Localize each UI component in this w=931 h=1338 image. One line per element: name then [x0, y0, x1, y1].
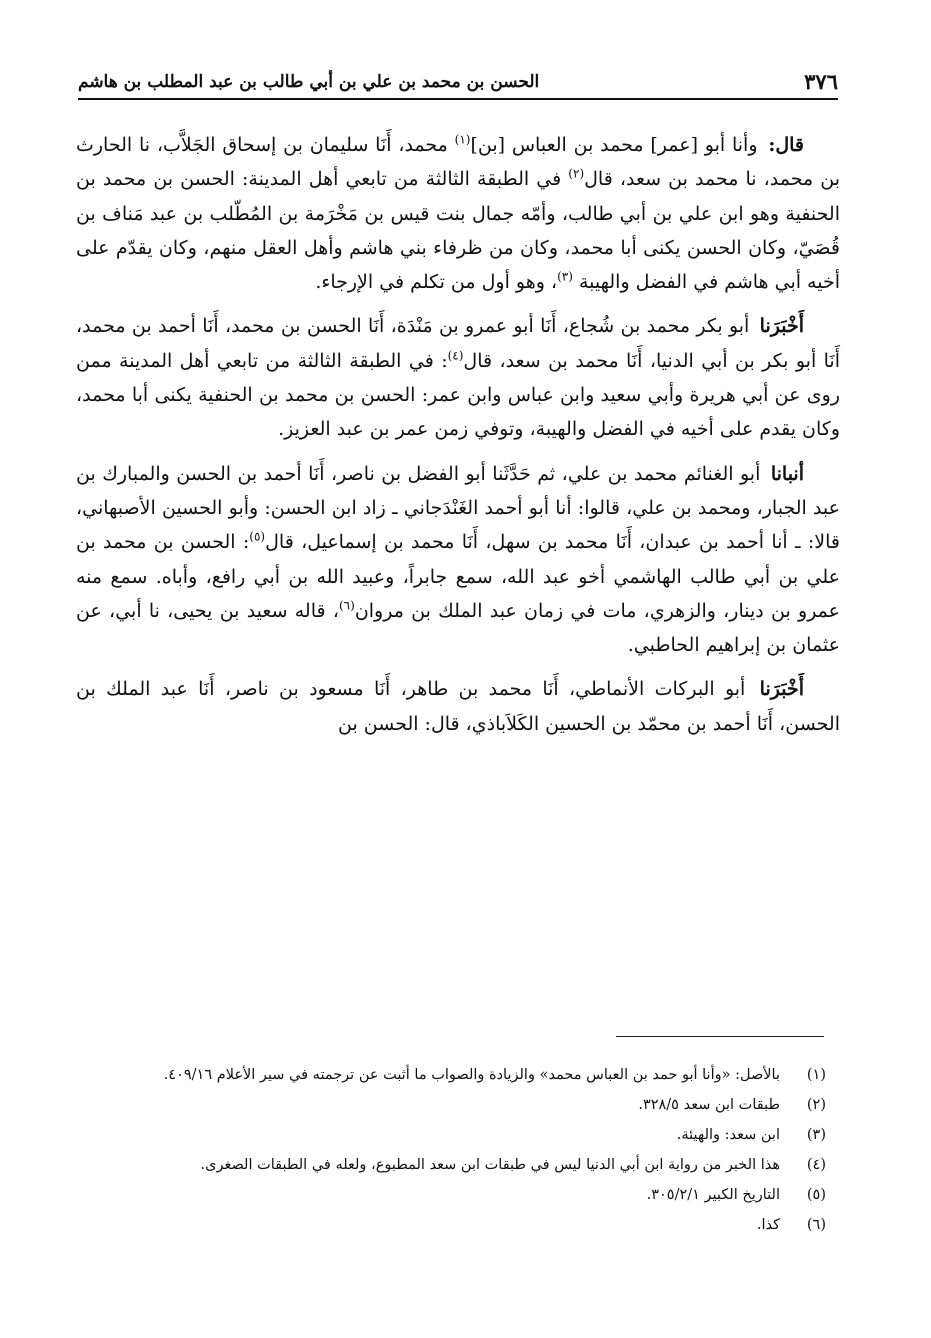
text-segment: أبو الغنائم محمد بن علي، ثم حَدَّثَنا أبو الفضل بن ناصر، أَنَا أحمد بن الحسن والمبارك بن عبد الجبار، ومحمد بن علي، قالوا: أنا أبو أحمد الغَنْدَجاني ـ زاد ابن الحسن: وأبو الحسين الأصبهاني، قالا: ـ أنا أحمد بن عبدان، أَنَا محمد بن سهل، أَنَا محمد بن إسماعيل، قال [76, 462, 840, 554]
footnote-divider [616, 1036, 824, 1037]
footnote [76, 1150, 826, 1180]
footnote-ref: (٤) [447, 348, 464, 363]
paragraph-lead-word: أَخْبَرَنا [759, 315, 804, 338]
footnote-ref: (٣) [557, 269, 573, 284]
footnote-text: كذا. [756, 1217, 780, 1233]
footnote-text: ابن سعد: والهيئة. [676, 1127, 780, 1143]
footnote-number: (١) [806, 1067, 826, 1083]
running-title: الحسن بن محمد بن علي بن أبي طالب بن عبد المطلب بن هاشم [78, 72, 540, 92]
paragraph [76, 128, 840, 299]
text-segment: أبو بكر محمد بن شُجاع، أَنَا أبو عمرو بن مَنْدَة، أَنَا الحسن بن محمد، أَنَا أحمد بن محمد، أَنَا أبو بكر بن أبي الدنيا، أَنَا محمد بن سعد، قال [76, 315, 840, 372]
footnote-text: هذا الخبر من رواية ابن أبي الدنيا ليس في طبقات ابن سعد المطبوع، ولعله في الطبقات الصغرى. [200, 1157, 780, 1173]
footnote [76, 1090, 826, 1120]
footnote-text: طبقات ابن سعد ٣٢٨/٥. [638, 1097, 780, 1113]
footnote-text: التاريخ الكبير ٣٠٥/٢/١. [646, 1187, 780, 1203]
footnote-ref: (١) [454, 132, 471, 147]
main-text [76, 128, 840, 751]
paragraph [76, 309, 840, 446]
paragraph-lead-word: أنبانا [770, 462, 804, 485]
footnote-number: (٤) [806, 1157, 826, 1173]
page-header [78, 58, 838, 100]
footnote-ref: (٥) [249, 529, 266, 544]
footnote-number: (٢) [806, 1097, 826, 1113]
page-number: ٣٧٦ [804, 69, 838, 94]
footnotes [76, 1060, 826, 1240]
text-segment: محمد، أَنَا سليمان بن إسحاق الجَلاَّب، نا الحارث بن محمد، نا محمد بن سعد، قال [76, 134, 840, 191]
text-segment: : في الطبقة الثالثة من تابعي أهل المدينة ممن روى عن أبي هريرة وأبي سعيد وابن عباس وابن عمر: الحسن بن محمد بن الحنفية يكنى أبا محمد، وكان يقدم على أخيه في الفضل والهيبة، وتوفي زمن عمر بن عبد العزيز. [76, 349, 840, 441]
text-segment: في الطبقة الثالثة من تابعي أهل المدينة: الحسن بن محمد بن الحنفية وهو ابن علي بن أبي طالب، وأمّه جمال بنت قيس بن مَخْرَمة بن المُطّلب بن عبد مَناف بن قُصَيّ، وكان الحسن يكنى أبا محمد، وكان من ظرفاء بني هاشم وأهل العقل منهم، وكان يقدّم على أخيه أبي هاشم في الفضل والهيبة [76, 168, 840, 294]
footnote-ref: (٦) [338, 598, 355, 613]
text-segment: أبو البركات الأنماطي، أَنَا محمد بن طاهر، أَنَا مسعود بن ناصر، أَنَا عبد الملك بن الحسن، أَنَا أحمد بن محمّد بن الحسين الكَلاَباذي، قال: الحسن بن [76, 678, 840, 735]
footnote-number: (٦) [806, 1217, 826, 1233]
footnote [76, 1210, 826, 1240]
footnote-number: (٣) [806, 1127, 826, 1143]
paragraph-lead-word: قال: [768, 134, 805, 156]
text-segment: ، قاله سعيد بن يحيى، نا أبي، عن عثمان بن إبراهيم الحاطبي. [76, 599, 840, 657]
paragraph [76, 672, 840, 741]
footnote [76, 1120, 826, 1150]
text-segment: وأنا أبو [عمر] محمد بن العباس [بن] [470, 134, 765, 156]
footnote-ref: (٢) [568, 166, 585, 181]
footnote [76, 1060, 826, 1090]
text-segment: ، وهو أول من تكلم في الإرجاء. [315, 271, 558, 294]
footnote-text: بالأصل: «وأنا أبو حمد بن العباس محمد» والزيادة والصواب ما أثبت عن ترجمته في سير الأعلام ٤٠٩/١٦. [163, 1067, 780, 1083]
paragraph [76, 457, 840, 663]
footnote-number: (٥) [806, 1187, 826, 1203]
paragraph-lead-word: أَخْبَرَنا [759, 678, 804, 701]
footnote [76, 1180, 826, 1210]
text-segment: : الحسن بن محمد بن علي بن أبي طالب الهاشمي أخو عبد الله، سمع جابراً، وعبيد الله بن أبي رافع، وأباه. سمع منه عمرو بن دينار، والزهري، مات في زمان عبد الملك بن مروان [76, 531, 840, 622]
